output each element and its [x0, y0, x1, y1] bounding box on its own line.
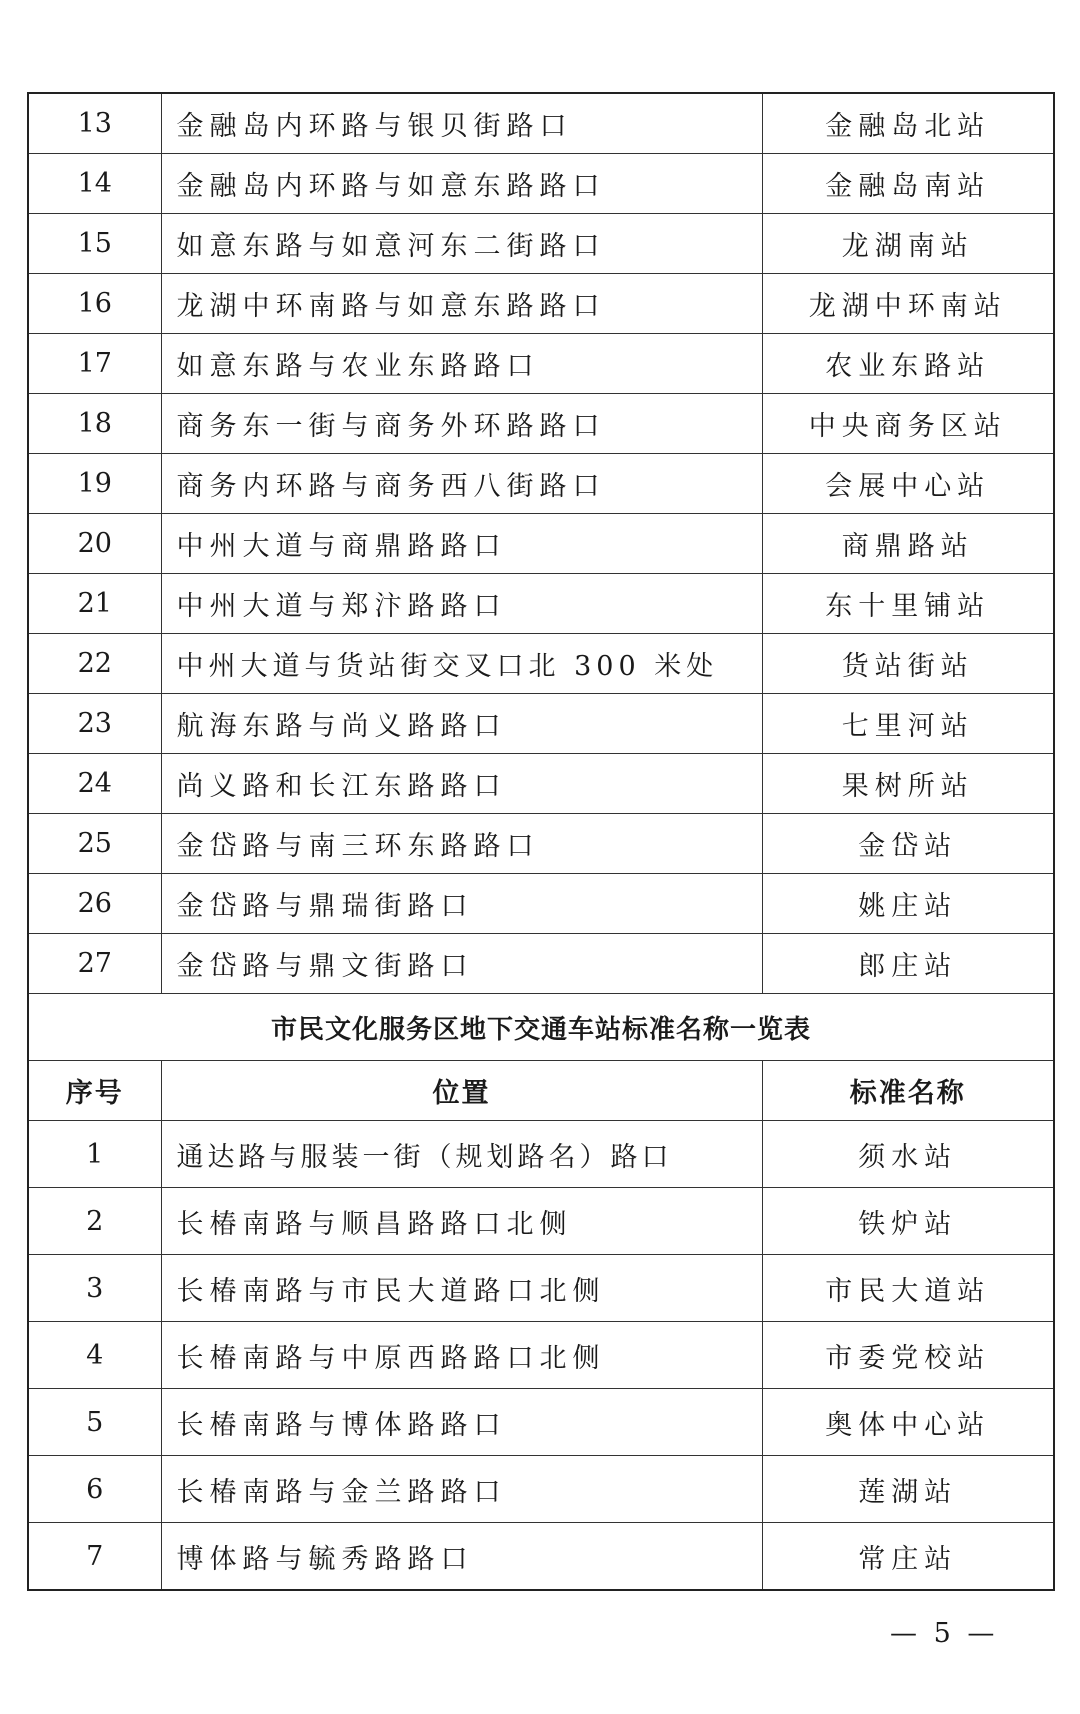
row-number: 23 — [28, 694, 161, 754]
row-location: 航海东路与尚义路路口 — [161, 694, 762, 754]
section-title-row — [28, 994, 1054, 1061]
row-number: 7 — [28, 1523, 161, 1591]
row-location: 商务东一街与商务外环路路口 — [161, 394, 762, 454]
table-row — [28, 93, 1054, 154]
row-station-name: 姚庄站 — [762, 874, 1054, 934]
row-location: 龙湖中环南路与如意东路路口 — [161, 274, 762, 334]
row-number: 17 — [28, 334, 161, 394]
table-row — [28, 634, 1054, 694]
section-title: 市民文化服务区地下交通车站标准名称一览表 — [28, 994, 1054, 1061]
table-row — [28, 514, 1054, 574]
table-row — [28, 1389, 1054, 1456]
row-number: 3 — [28, 1255, 161, 1322]
table-row — [28, 1188, 1054, 1255]
row-number: 18 — [28, 394, 161, 454]
row-number: 21 — [28, 574, 161, 634]
table-row — [28, 214, 1054, 274]
row-number: 19 — [28, 454, 161, 514]
row-location: 金融岛内环路与银贝街路口 — [161, 93, 762, 154]
row-station-name: 商鼎路站 — [762, 514, 1054, 574]
row-location: 长椿南路与市民大道路口北侧 — [161, 1255, 762, 1322]
row-station-name: 金岱站 — [762, 814, 1054, 874]
row-station-name: 莲湖站 — [762, 1456, 1054, 1523]
row-number: 5 — [28, 1389, 161, 1456]
row-number: 2 — [28, 1188, 161, 1255]
table-row — [28, 694, 1054, 754]
row-number: 26 — [28, 874, 161, 934]
row-station-name: 常庄站 — [762, 1523, 1054, 1591]
row-station-name: 市委党校站 — [762, 1322, 1054, 1389]
row-station-name: 东十里铺站 — [762, 574, 1054, 634]
row-number: 6 — [28, 1456, 161, 1523]
row-station-name: 须水站 — [762, 1121, 1054, 1188]
table-row — [28, 1255, 1054, 1322]
page-number: — 5 — — [890, 1618, 999, 1649]
row-location: 长椿南路与顺昌路路口北侧 — [161, 1188, 762, 1255]
table-row — [28, 874, 1054, 934]
row-location: 中州大道与货站街交叉口北 300 米处 — [161, 634, 762, 694]
table-row — [28, 1322, 1054, 1389]
row-station-name: 果树所站 — [762, 754, 1054, 814]
row-number: 16 — [28, 274, 161, 334]
row-location: 长椿南路与金兰路路口 — [161, 1456, 762, 1523]
row-location: 如意东路与农业东路路口 — [161, 334, 762, 394]
row-station-name: 郎庄站 — [762, 934, 1054, 994]
row-station-name: 七里河站 — [762, 694, 1054, 754]
row-location: 长椿南路与博体路路口 — [161, 1389, 762, 1456]
row-number: 22 — [28, 634, 161, 694]
row-station-name: 龙湖中环南站 — [762, 274, 1054, 334]
row-station-name: 市民大道站 — [762, 1255, 1054, 1322]
row-location: 金岱路与南三环东路路口 — [161, 814, 762, 874]
row-location: 中州大道与商鼎路路口 — [161, 514, 762, 574]
row-number: 27 — [28, 934, 161, 994]
row-location: 商务内环路与商务西八街路口 — [161, 454, 762, 514]
header-number: 序号 — [28, 1061, 161, 1121]
row-station-name: 铁炉站 — [762, 1188, 1054, 1255]
row-station-name: 农业东路站 — [762, 334, 1054, 394]
row-station-name: 货站街站 — [762, 634, 1054, 694]
row-station-name: 龙湖南站 — [762, 214, 1054, 274]
row-number: 20 — [28, 514, 161, 574]
row-station-name: 金融岛南站 — [762, 154, 1054, 214]
table-row — [28, 454, 1054, 514]
row-number: 1 — [28, 1121, 161, 1188]
table-row — [28, 754, 1054, 814]
header-station-name: 标准名称 — [762, 1061, 1054, 1121]
row-station-name: 中央商务区站 — [762, 394, 1054, 454]
table-row — [28, 334, 1054, 394]
row-number: 15 — [28, 214, 161, 274]
table-row — [28, 154, 1054, 214]
row-location: 通达路与服装一街（规划路名）路口 — [161, 1121, 762, 1188]
header-location: 位置 — [161, 1061, 762, 1121]
row-location: 金融岛内环路与如意东路路口 — [161, 154, 762, 214]
station-names-table — [27, 92, 1055, 1591]
row-location: 长椿南路与中原西路路口北侧 — [161, 1322, 762, 1389]
table-row — [28, 1121, 1054, 1188]
row-station-name: 奥体中心站 — [762, 1389, 1054, 1456]
row-location: 尚义路和长江东路路口 — [161, 754, 762, 814]
row-location: 如意东路与如意河东二街路口 — [161, 214, 762, 274]
row-number: 4 — [28, 1322, 161, 1389]
table-row — [28, 934, 1054, 994]
table-row — [28, 1456, 1054, 1523]
row-number: 13 — [28, 93, 161, 154]
row-number: 14 — [28, 154, 161, 214]
table-row — [28, 1523, 1054, 1591]
row-location: 金岱路与鼎文街路口 — [161, 934, 762, 994]
row-number: 25 — [28, 814, 161, 874]
row-number: 24 — [28, 754, 161, 814]
row-location: 金岱路与鼎瑞街路口 — [161, 874, 762, 934]
table-row — [28, 394, 1054, 454]
table-header-row — [28, 1061, 1054, 1121]
row-station-name: 金融岛北站 — [762, 93, 1054, 154]
table-row — [28, 274, 1054, 334]
row-location: 博体路与毓秀路路口 — [161, 1523, 762, 1591]
table-row — [28, 814, 1054, 874]
table-row — [28, 574, 1054, 634]
row-location: 中州大道与郑汴路路口 — [161, 574, 762, 634]
row-station-name: 会展中心站 — [762, 454, 1054, 514]
